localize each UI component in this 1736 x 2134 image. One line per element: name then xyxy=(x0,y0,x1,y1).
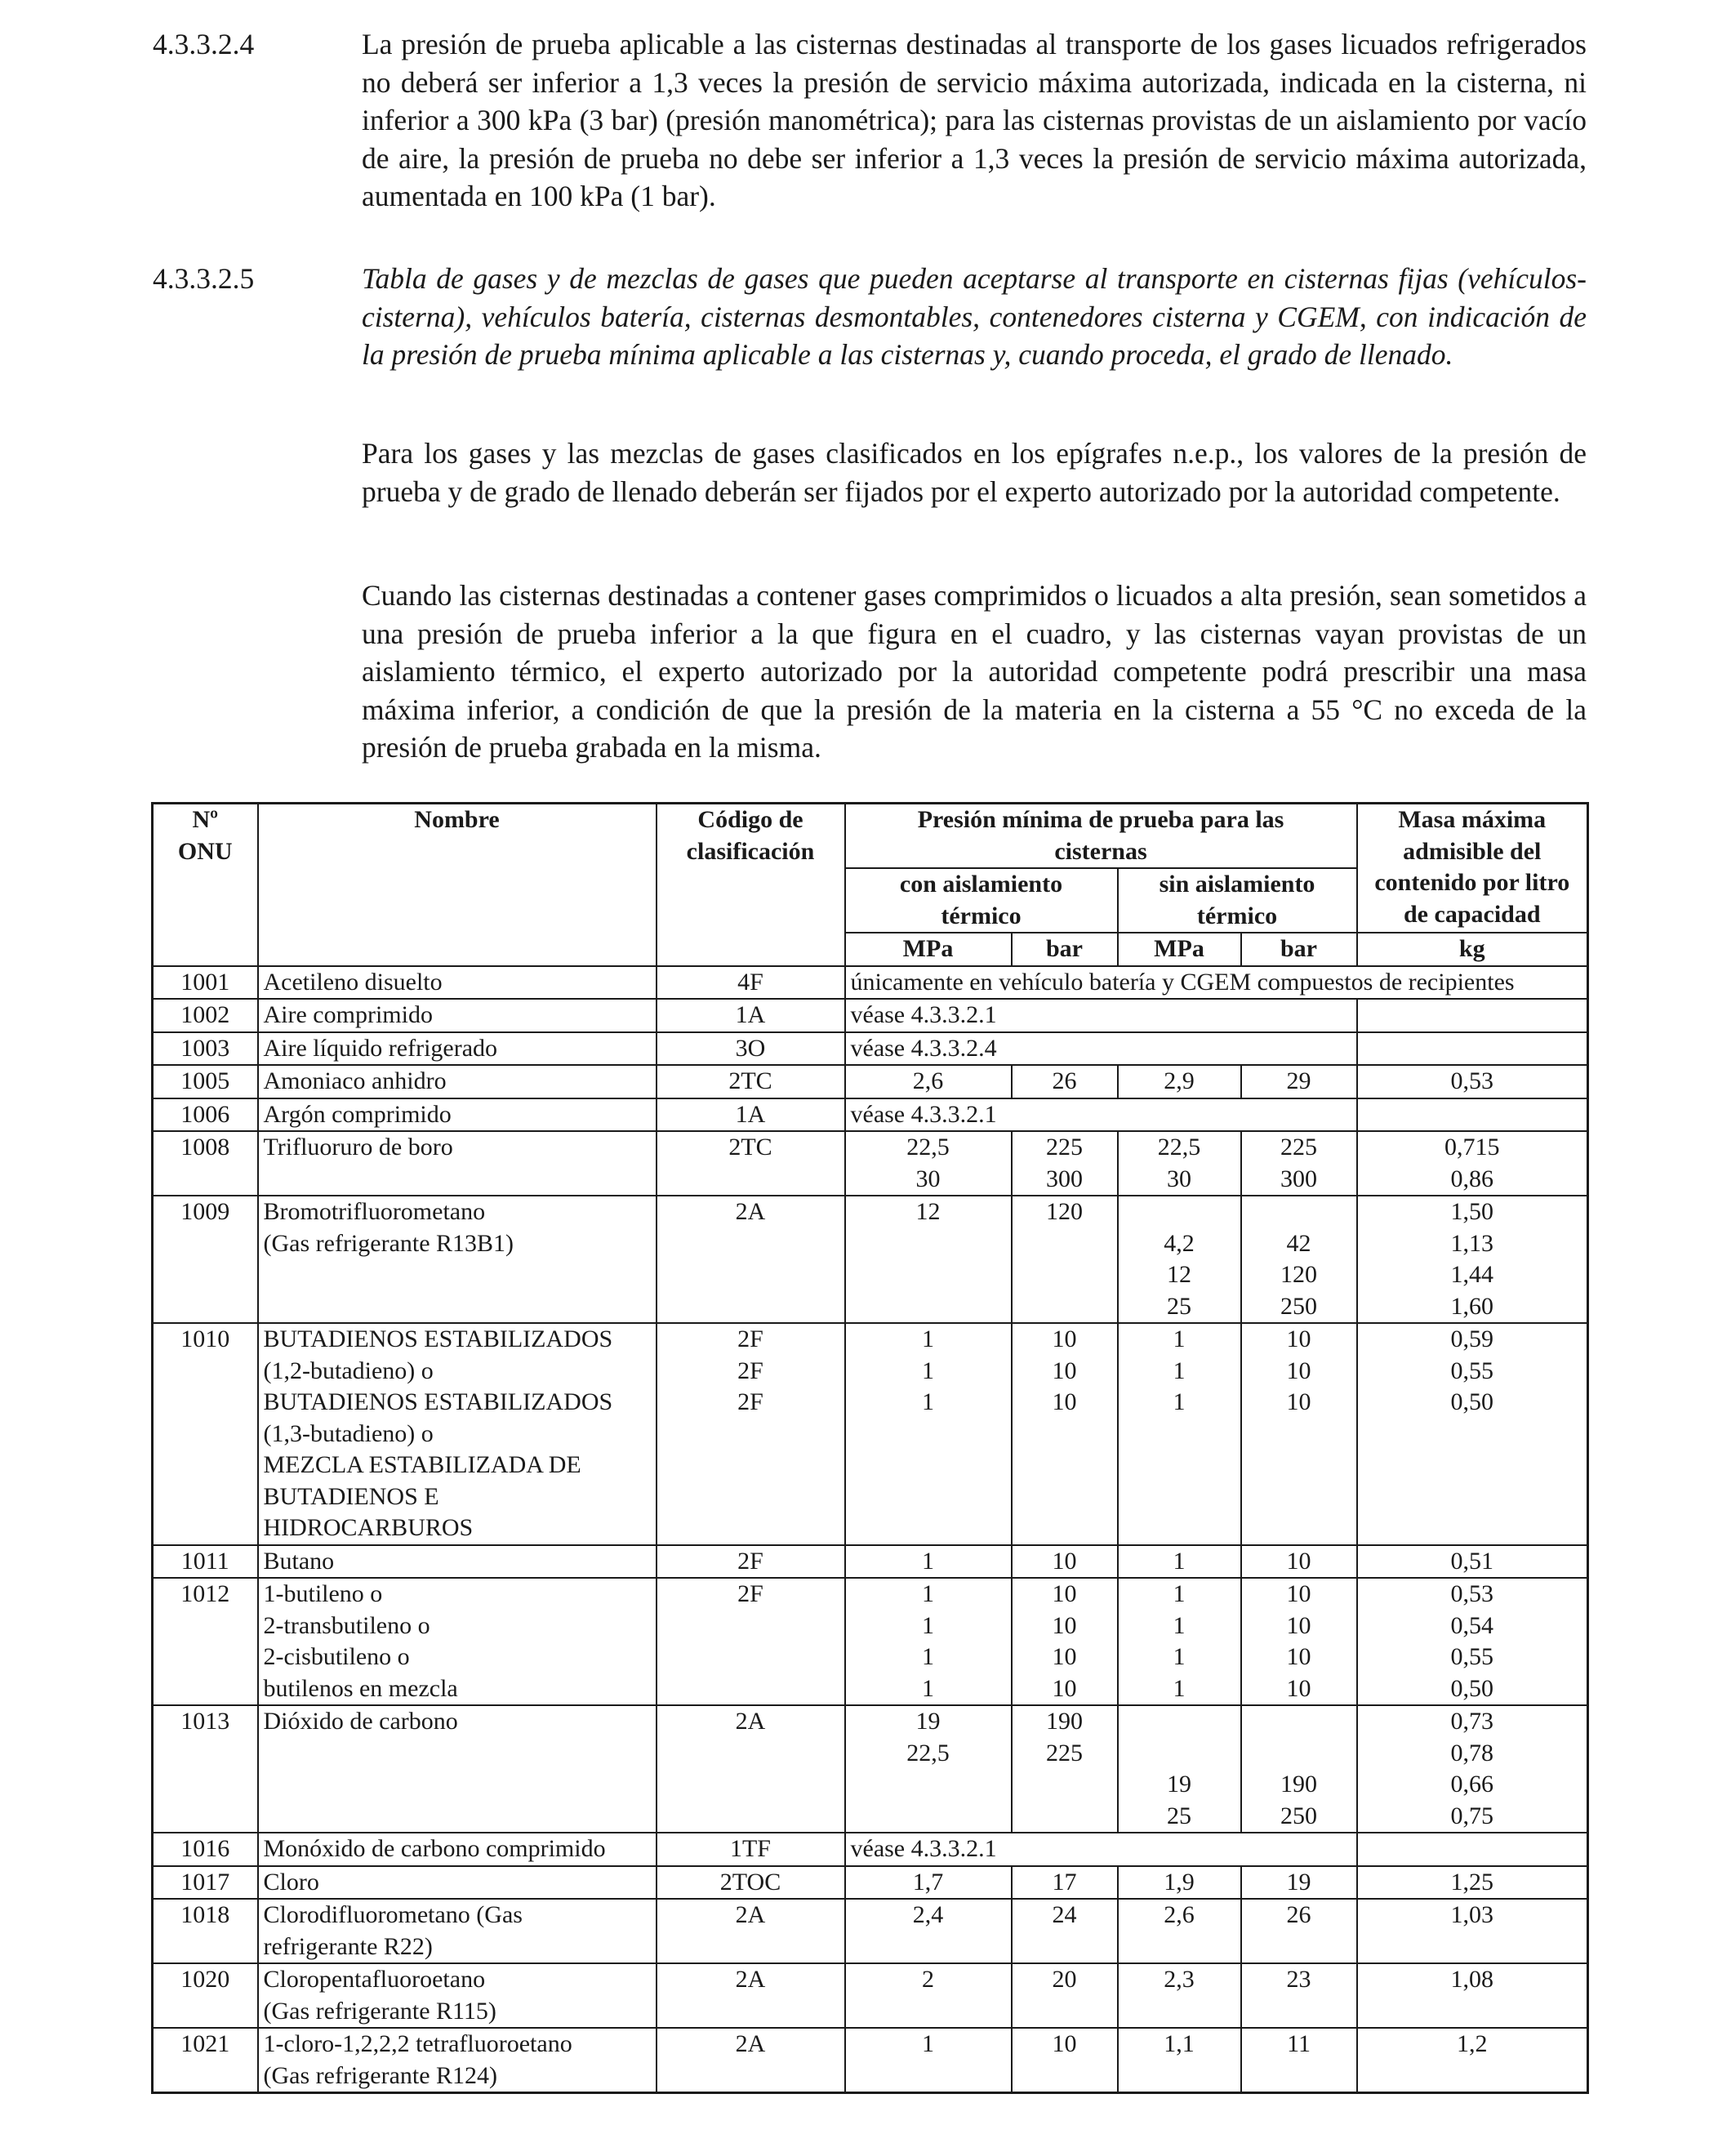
header-codigo: Código de clasificación xyxy=(657,804,845,966)
cell-onu: 1002 xyxy=(153,999,258,1032)
section-text-4332-4: La presión de prueba aplicable a las cisternas destinadas al transporte de los gases licuados refrigerados no deberá ser inferior a 1,3 veces la presión de servicio máxima autorizada, indicada en la cisterna, ni inferior a 300 kPa (3 bar) (presión manométrica); para las cisternas provistas de un aislamiento por vacío de aire, la presión de prueba no debe ser inferior a 1,3 veces la presión de servicio máxima autorizada, aumentada en 100 kPa (1 bar). xyxy=(362,28,1587,212)
table-row xyxy=(153,966,1588,1000)
cell-note: véase 4.3.3.2.1 xyxy=(845,1833,1357,1866)
cell-mpa-con: 1,7 xyxy=(845,1866,1012,1900)
cell-bar-con: 24 xyxy=(1012,1899,1118,1963)
cell-bar-con: 17 xyxy=(1012,1866,1118,1900)
cell-onu: 1001 xyxy=(153,966,258,1000)
cell-nombre: Argón comprimido xyxy=(258,1098,657,1132)
cell-bar-sin: 26 xyxy=(1241,1899,1357,1963)
header-bar-sin: bar xyxy=(1241,933,1357,966)
cell-mpa-sin: 1 xyxy=(1118,1545,1241,1579)
cell-codigo: 2A xyxy=(657,1963,845,2028)
cell-kg-empty xyxy=(1357,1833,1588,1866)
cell-mpa-con: 2,6 xyxy=(845,1065,1012,1098)
cell-bar-con: 190 225 xyxy=(1012,1705,1118,1833)
cell-kg: 0,51 xyxy=(1357,1545,1588,1579)
cell-nombre: Dióxido de carbono xyxy=(258,1705,657,1833)
cell-bar-sin: 42 120 250 xyxy=(1241,1196,1357,1323)
cell-nombre: Amoniaco anhidro xyxy=(258,1065,657,1098)
header-mpa-con: MPa xyxy=(845,933,1012,966)
cell-nombre: 1-butileno o 2-transbutileno o 2-cisbutileno o butilenos en mezcla xyxy=(258,1578,657,1705)
cell-mpa-sin: 2,9 xyxy=(1118,1065,1241,1098)
cell-nombre: Bromotrifluorometano (Gas refrigerante R13B1) xyxy=(258,1196,657,1323)
cell-mpa-con: 2 xyxy=(845,1963,1012,2028)
cell-codigo: 3O xyxy=(657,1032,845,1066)
cell-onu: 1013 xyxy=(153,1705,258,1833)
table-row xyxy=(153,1196,1588,1323)
cell-mpa-con: 1 xyxy=(845,2028,1012,2093)
cell-codigo: 2A xyxy=(657,2028,845,2093)
cell-bar-con: 10 10 10 xyxy=(1012,1323,1118,1545)
cell-bar-con: 225 300 xyxy=(1012,1131,1118,1196)
table-row xyxy=(153,1899,1588,1963)
cell-codigo: 4F xyxy=(657,966,845,1000)
cell-onu: 1008 xyxy=(153,1131,258,1196)
cell-bar-sin: 19 xyxy=(1241,1866,1357,1900)
cell-nombre: Butano xyxy=(258,1545,657,1579)
cell-onu: 1006 xyxy=(153,1098,258,1132)
cell-codigo: 2F xyxy=(657,1578,845,1705)
table-row xyxy=(153,1131,1588,1196)
header-nombre: Nombre xyxy=(258,804,657,966)
cell-mpa-sin: 1 1 1 1 xyxy=(1118,1578,1241,1705)
cell-nombre: Cloropentafluoroetano (Gas refrigerante R115) xyxy=(258,1963,657,2028)
cell-nombre: Acetileno disuelto xyxy=(258,966,657,1000)
header-presion: Presión mínima de prueba para las cisternas xyxy=(845,804,1357,869)
cell-mpa-con: 19 22,5 xyxy=(845,1705,1012,1833)
header-onu: Nº ONU xyxy=(153,804,258,966)
cell-bar-sin: 29 xyxy=(1241,1065,1357,1098)
table-row xyxy=(153,1578,1588,1705)
cell-note: véase 4.3.3.2.4 xyxy=(845,1032,1357,1066)
cell-bar-con: 120 xyxy=(1012,1196,1118,1323)
cell-kg: 1,03 xyxy=(1357,1899,1588,1963)
table-row xyxy=(153,1963,1588,2028)
cell-mpa-con: 12 xyxy=(845,1196,1012,1323)
cell-mpa-sin: 4,2 12 25 xyxy=(1118,1196,1241,1323)
cell-nombre: Aire comprimido xyxy=(258,999,657,1032)
cell-bar-con: 20 xyxy=(1012,1963,1118,2028)
cell-mpa-con: 1 xyxy=(845,1545,1012,1579)
cell-onu: 1010 xyxy=(153,1323,258,1545)
cell-note: véase 4.3.3.2.1 xyxy=(845,999,1357,1032)
cell-codigo: 2TC xyxy=(657,1131,845,1196)
section-number-4332-4: 4.3.3.2.4 xyxy=(153,28,255,60)
table-row xyxy=(153,1545,1588,1579)
cell-bar-sin: 190 250 xyxy=(1241,1705,1357,1833)
header-kg: kg xyxy=(1357,933,1588,966)
cell-kg: 0,715 0,86 xyxy=(1357,1131,1588,1196)
table-row xyxy=(153,1098,1588,1132)
cell-mpa-con: 2,4 xyxy=(845,1899,1012,1963)
table-row xyxy=(153,999,1588,1032)
cell-bar-sin: 10 10 10 xyxy=(1241,1323,1357,1545)
cell-mpa-sin: 19 25 xyxy=(1118,1705,1241,1833)
cell-nombre: Aire líquido refrigerado xyxy=(258,1032,657,1066)
header-mpa-sin: MPa xyxy=(1118,933,1241,966)
cell-onu: 1012 xyxy=(153,1578,258,1705)
header-con-aislamiento: con aislamiento térmico xyxy=(845,868,1118,933)
table-row xyxy=(153,1032,1588,1066)
cell-mpa-sin: 22,5 30 xyxy=(1118,1131,1241,1196)
cell-nombre: BUTADIENOS ESTABILIZADOS (1,2-butadieno) o BUTADIENOS ESTABILIZADOS (1,3-butadieno) o MEZCLA ESTABILIZADA DE BUTADIENOS E HIDROCARBUROS xyxy=(258,1323,657,1545)
cell-nombre: Trifluoruro de boro xyxy=(258,1131,657,1196)
section-title-4332-5: Tabla de gases y de mezclas de gases que pueden aceptarse al transporte en cisternas fijas (vehículos-cisterna), vehículos batería, cisternas desmontables, contenedores cisterna y CGEM, con indicación de la presión de prueba mínima aplicable a las cisternas y, cuando proceda, el grado de llenado. xyxy=(362,262,1587,371)
table-row xyxy=(153,2028,1588,2093)
cell-codigo: 2A xyxy=(657,1899,845,1963)
cell-mpa-con: 1 1 1 xyxy=(845,1323,1012,1545)
cell-onu: 1011 xyxy=(153,1545,258,1579)
section-paragraph-aislamiento: Cuando las cisternas destinadas a contener gases comprimidos o licuados a alta presión, sean sometidos a una presión de prueba inferior a la que figura en el cuadro, y las cisternas vayan provistas de un aislamiento térmico, el experto autorizado por la autoridad competente podrá prescribir una masa máxima inferior, a condición de que la presión de la materia en la cisterna a 55 °C no exceda de la presión de prueba grabada en la misma. xyxy=(362,579,1587,764)
cell-kg: 0,53 xyxy=(1357,1065,1588,1098)
cell-bar-con: 10 xyxy=(1012,2028,1118,2093)
cell-onu: 1018 xyxy=(153,1899,258,1963)
cell-bar-sin: 225 300 xyxy=(1241,1131,1357,1196)
cell-kg: 1,25 xyxy=(1357,1866,1588,1900)
cell-kg: 1,2 xyxy=(1357,2028,1588,2093)
cell-mpa-sin: 1,1 xyxy=(1118,2028,1241,2093)
cell-mpa-con: 22,5 30 xyxy=(845,1131,1012,1196)
cell-kg-empty xyxy=(1357,1098,1588,1132)
cell-nombre: Monóxido de carbono comprimido xyxy=(258,1833,657,1866)
cell-mpa-sin: 1,9 xyxy=(1118,1866,1241,1900)
gas-table-body xyxy=(153,966,1588,2093)
cell-kg: 0,73 0,78 0,66 0,75 xyxy=(1357,1705,1588,1833)
cell-bar-sin: 10 10 10 10 xyxy=(1241,1578,1357,1705)
cell-onu: 1009 xyxy=(153,1196,258,1323)
cell-nombre: Clorodifluorometano (Gas refrigerante R22) xyxy=(258,1899,657,1963)
section-number-4332-5: 4.3.3.2.5 xyxy=(153,262,255,295)
cell-codigo: 2F xyxy=(657,1545,845,1579)
header-sin-aislamiento: sin aislamiento térmico xyxy=(1118,868,1357,933)
cell-kg-empty xyxy=(1357,999,1588,1032)
cell-bar-con: 26 xyxy=(1012,1065,1118,1098)
cell-bar-con: 10 xyxy=(1012,1545,1118,1579)
header-bar-con: bar xyxy=(1012,933,1118,966)
cell-mpa-con: 1 1 1 1 xyxy=(845,1578,1012,1705)
cell-codigo: 1A xyxy=(657,999,845,1032)
cell-kg: 1,08 xyxy=(1357,1963,1588,2028)
section-paragraph-nep: Para los gases y las mezclas de gases clasificados en los epígrafes n.e.p., los valores de la presión de prueba y de grado de llenado deberán ser fijados por el experto autorizado por la autoridad competente. xyxy=(362,437,1587,508)
cell-nombre: 1-cloro-1,2,2,2 tetrafluoroetano (Gas refrigerante R124) xyxy=(258,2028,657,2093)
cell-kg: 0,59 0,55 0,50 xyxy=(1357,1323,1588,1545)
cell-codigo: 2A xyxy=(657,1196,845,1323)
cell-codigo: 2A xyxy=(657,1705,845,1833)
cell-mpa-sin: 2,3 xyxy=(1118,1963,1241,2028)
cell-onu: 1020 xyxy=(153,1963,258,2028)
cell-onu: 1003 xyxy=(153,1032,258,1066)
cell-bar-sin: 10 xyxy=(1241,1545,1357,1579)
cell-onu: 1021 xyxy=(153,2028,258,2093)
cell-bar-sin: 11 xyxy=(1241,2028,1357,2093)
cell-note: véase 4.3.3.2.1 xyxy=(845,1098,1357,1132)
table-row xyxy=(153,1866,1588,1900)
cell-codigo: 2F 2F 2F xyxy=(657,1323,845,1545)
cell-onu: 1005 xyxy=(153,1065,258,1098)
header-masa: Masa máxima admisible del contenido por litro de capacidad xyxy=(1357,804,1588,933)
cell-note: únicamente en vehículo batería y CGEM compuestos de recipientes xyxy=(845,966,1588,1000)
gas-table-header xyxy=(153,804,1588,966)
cell-bar-con: 10 10 10 10 xyxy=(1012,1578,1118,1705)
gas-table xyxy=(151,802,1589,2094)
cell-bar-sin: 23 xyxy=(1241,1963,1357,2028)
cell-kg-empty xyxy=(1357,1032,1588,1066)
cell-kg: 0,53 0,54 0,55 0,50 xyxy=(1357,1578,1588,1705)
cell-mpa-sin: 2,6 xyxy=(1118,1899,1241,1963)
cell-codigo: 1A xyxy=(657,1098,845,1132)
cell-onu: 1017 xyxy=(153,1866,258,1900)
table-row xyxy=(153,1705,1588,1833)
table-row xyxy=(153,1833,1588,1866)
table-row xyxy=(153,1065,1588,1098)
table-row xyxy=(153,1323,1588,1545)
cell-nombre: Cloro xyxy=(258,1866,657,1900)
cell-kg: 1,50 1,13 1,44 1,60 xyxy=(1357,1196,1588,1323)
cell-codigo: 1TF xyxy=(657,1833,845,1866)
cell-onu: 1016 xyxy=(153,1833,258,1866)
cell-codigo: 2TOC xyxy=(657,1866,845,1900)
cell-mpa-sin: 1 1 1 xyxy=(1118,1323,1241,1545)
cell-codigo: 2TC xyxy=(657,1065,845,1098)
